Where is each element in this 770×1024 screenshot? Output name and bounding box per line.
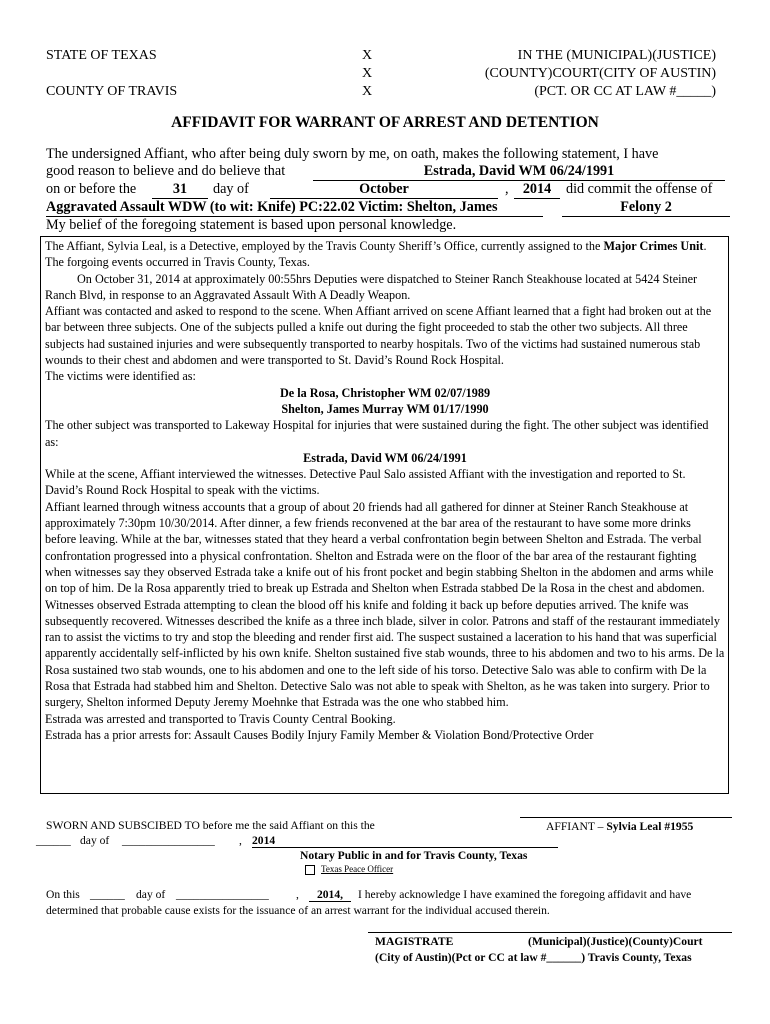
ack-comma: ,	[296, 888, 299, 901]
ack-blank-day[interactable]: ______	[90, 888, 125, 901]
court-line-1: IN THE (MUNICIPAL)(JUSTICE)	[517, 48, 716, 63]
ack-on-this-label: On this	[46, 888, 80, 901]
statement-paragraph-5: The other subject was transported to Lakeway Hospital for injuries that were sustained during the fight. The other subject was identified as:	[45, 418, 709, 449]
offense-month-field: October	[270, 181, 498, 199]
day-of-label: day of	[213, 181, 249, 197]
victim-2: Shelton, James Murray WM 01/17/1990	[281, 401, 489, 416]
notary-label: Notary Public in and for Travis County, Texas	[300, 849, 528, 862]
statement-text	[45, 238, 725, 743]
belief-statement: My belief of the foregoing statement is based upon personal knowledge.	[46, 217, 457, 233]
caption-x-2: X	[362, 66, 373, 81]
ack-line-1: I hereby acknowledge I have examined the foregoing affidavit and have	[358, 888, 692, 901]
victim-1: De la Rosa, Christopher WM 02/07/1989	[279, 385, 491, 400]
sworn-year: 2014	[252, 834, 558, 848]
county-label: COUNTY OF TRAVIS	[46, 84, 178, 99]
ack-line-2: determined that probable cause exists for the issuance of an arrest warrant for the individual accused therein.	[46, 904, 550, 917]
comma-1: ,	[505, 181, 509, 197]
statement-paragraph-9: Estrada has a prior arrests for: Assault Causes Bodily Injury Family Member & Violation Bond/Protective Order	[45, 727, 594, 742]
offense-field: Aggravated Assault WDW (to wit: Knife) PC:22.02 Victim: Shelton, James	[46, 199, 543, 217]
offense-year-field: 2014	[514, 181, 560, 199]
commit-offense-label: did commit the offense of	[566, 181, 713, 197]
subject-identified: Estrada, David WM 06/24/1991	[303, 450, 467, 465]
statement-paragraph-4: The victims were identified as:	[45, 369, 196, 384]
on-or-before-label: on or before the	[46, 181, 137, 197]
ack-blank-month[interactable]: ________________	[176, 888, 269, 901]
caption-x-1: X	[362, 48, 373, 63]
unit-name: Major Crimes Unit	[603, 239, 704, 253]
sworn-blank-month[interactable]: ________________	[122, 834, 215, 847]
peace-officer-option[interactable]	[305, 864, 393, 875]
statement-text-run: . The forgoing events occurred in Travis County, Texas.	[45, 239, 707, 270]
statement-paragraph-8: Estrada was arrested and transported to Travis County Central Booking.	[45, 711, 396, 726]
accused-name-field: Estrada, David WM 06/24/1991	[313, 163, 725, 181]
affiant-label: AFFIANT –	[546, 820, 607, 833]
sworn-blank-day[interactable]: ______	[36, 834, 71, 847]
magistrate-signature-line	[368, 932, 732, 933]
magistrate-court: (Municipal)(Justice)(County)Court	[528, 935, 703, 948]
sworn-day-of-label: day of	[80, 834, 110, 847]
court-line-3: (PCT. OR CC AT LAW #_____)	[534, 84, 716, 99]
statement-paragraph-2: On October 31, 2014 at approximately 00:55hrs Deputies were dispatched to Steiner Ranch Steakhouse located at 5424 Steiner Ranch Blvd, in response to an Aggravated Assault With A Deadly Weapon.	[45, 271, 698, 302]
magistrate-label: MAGISTRATE	[375, 935, 454, 948]
statement-paragraph-3: Affiant was contacted and asked to respond to the scene. When Affiant arrived on scene Affiant learned that a fight had broken out at the bar between three subjects. One of the subjects pulled a knife out during the fight proceeded to stab the other two subjects. All three subjects had sustained injuries and were subsequently transported to nearby hospitals. Two of the victims had sustained numerous stab wounds to their chest and abdomen and were transported to St. David’s Round Rock Hospital.	[45, 304, 712, 368]
intro-line-2: good reason to believe and do believe that	[46, 163, 286, 179]
court-line-2: (COUNTY)COURT(CITY OF AUSTIN)	[484, 66, 716, 81]
magistrate-jurisdiction: (City of Austin)(Pct or CC at law #______) Travis County, Texas	[375, 951, 692, 964]
state-label: STATE OF TEXAS	[46, 48, 157, 63]
offense-degree-field: Felony 2	[562, 199, 730, 217]
affiant-signature-line	[520, 817, 732, 818]
statement-text-run: The Affiant, Sylvia Leal, is a Detective, employed by the Travis County Sheriff’s Office, currently assigned to the	[45, 239, 604, 253]
sworn-statement: SWORN AND SUBSCIBED TO before me the said Affiant on this the	[46, 819, 375, 832]
affiant-name: Sylvia Leal #1955	[606, 820, 694, 833]
document-title: AFFIDAVIT FOR WARRANT OF ARREST AND DETENTION	[171, 114, 599, 131]
sworn-comma: ,	[239, 834, 242, 847]
offense-day-field: 31	[152, 181, 208, 199]
peace-officer-label: Texas Peace Officer	[321, 864, 394, 874]
ack-day-of-label: day of	[136, 888, 166, 901]
statement-paragraph-1	[45, 238, 725, 271]
checkbox-icon[interactable]	[305, 865, 315, 875]
ack-year: 2014,	[309, 888, 351, 902]
intro-line-1: The undersigned Affiant, who after being duly sworn by me, on oath, makes the following statement, I have	[46, 146, 659, 162]
affiant-signature	[546, 820, 693, 833]
statement-paragraph-6: While at the scene, Affiant interviewed the witnesses. Detective Paul Salo assisted Affiant with the investigation and reported to St. David’s Round Rock Hospital to speak with the victims.	[45, 467, 686, 498]
caption-x-3: X	[362, 84, 373, 99]
statement-paragraph-7: Affiant learned through witness accounts that a group of about 20 friends had all gathered for dinner at Steiner Ranch Steakhouse at approximately 7:30pm 10/30/2014. After dinner, a few friends reconvened at the bar area of the restaurant to have some more drinks before leaving. While at the bar, witnesses stated that they heard a verbal confrontation begin between Shelton and Estrada. The verbal confrontation progressed into a physical confrontation. Shelton and Estrada were on the floor of the bar area of the restaurant fighting when witnesses say they observed Estrada take a knife out of his front pocket and begin stabbing Shelton in the abdomen and arms while on top of him. De la Rosa apparently tried to break up Estrada and Shelton when Estrada stabbed De la Rosa in the chest and abdomen. Witnesses observed Estrada attempting to clean the blood off his knife and folding it back up before deputies arrived. The knife was subsequently recovered. Witnesses described the knife as a three inch blade, silver in color. Patrons and staff of the restaurant immediately ran to assist the victims to try and stop the bleeding and render first aid. The suspect sustained a laceration to his hand that was superficial apparently accidentally self-inflicted by his own knife. Shelton sustained five stab wounds, three to his abdomen and two to his arms. De la Rosa sustained two stab wounds, one to his abdomen and one to the left side of his torso. Detective Salo was able to confirm with De la Rosa that Estrada had stabbed him and Shelton. Detective Salo was not able to speak with Shelton, as he was taken into surgery. Prior to surgery, Shelton informed Deputy Jeremy Moehnke that Estrada was the one who stabbed him.	[45, 499, 725, 710]
